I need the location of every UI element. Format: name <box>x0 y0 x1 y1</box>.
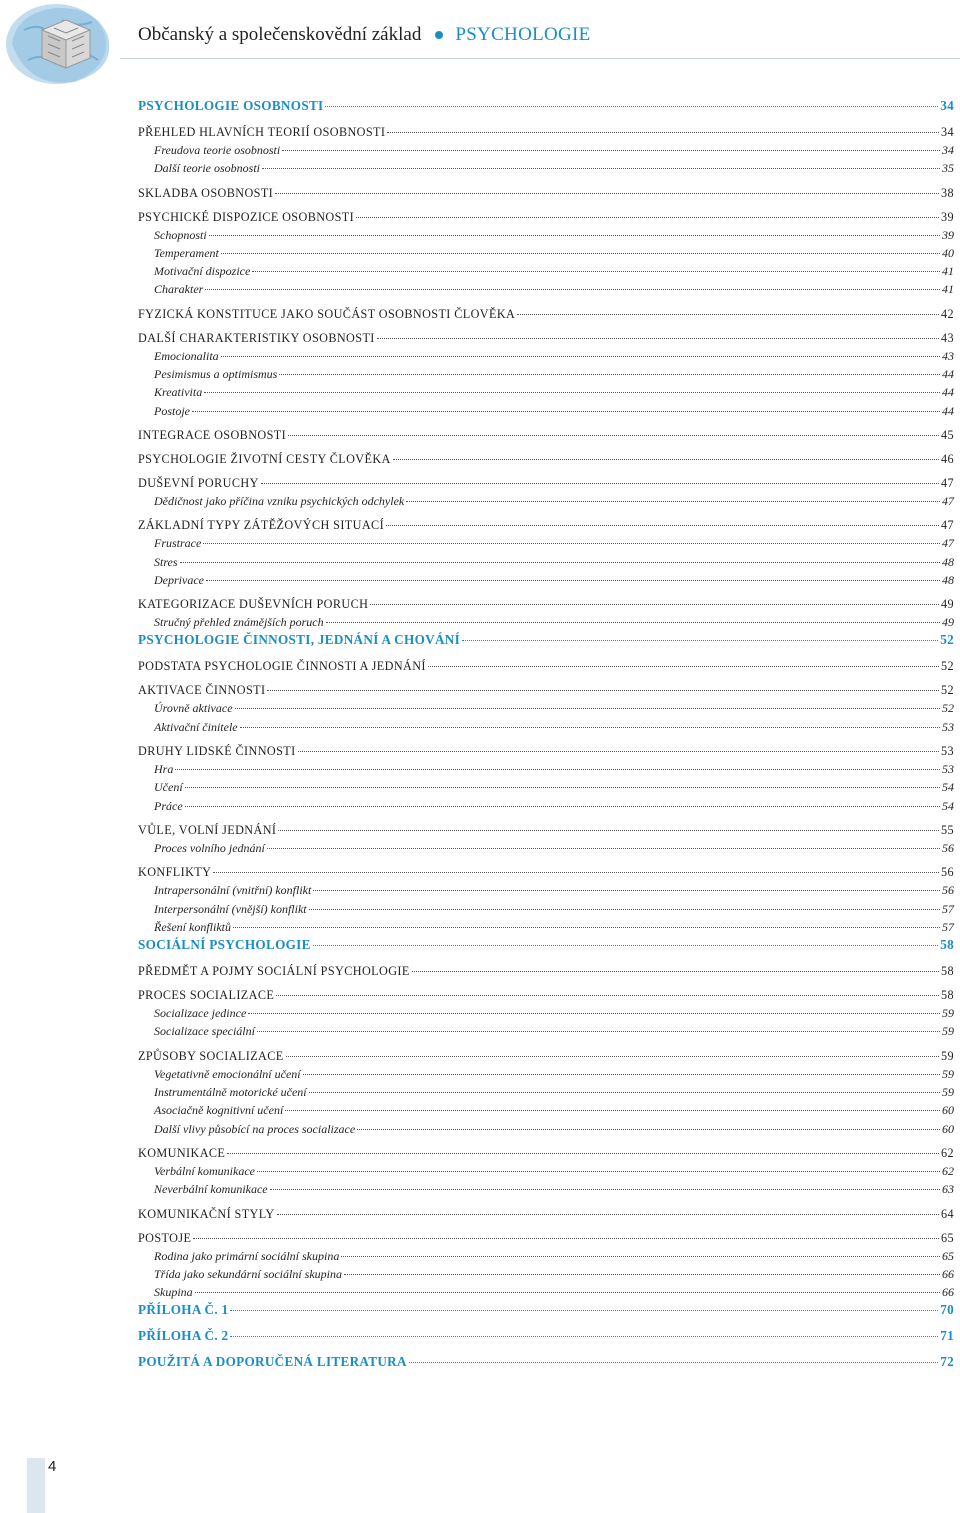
toc-leader-dots <box>286 1056 939 1057</box>
toc-leader-dots <box>309 909 940 910</box>
toc-leader-dots <box>203 543 940 544</box>
toc-leader-dots <box>277 1214 939 1215</box>
toc-entry-title: Interpersonální (vnější) konflikt <box>154 901 307 916</box>
toc-leader-dots <box>377 338 939 339</box>
toc-entry[interactable] <box>138 426 954 444</box>
toc-entry[interactable] <box>138 1327 954 1345</box>
toc-leader-dots <box>276 995 939 996</box>
toc-entry-title: PODSTATA PSYCHOLOGIE ČINNOSTI A JEDNÁNÍ <box>138 659 426 674</box>
page-number: 4 <box>48 1458 57 1475</box>
toc-entry-title: Aktivační činitele <box>154 719 238 734</box>
toc-entry-page: 39 <box>941 209 954 224</box>
toc-entry-page: 52 <box>942 701 954 716</box>
toc-entry-title: ZÁKLADNÍ TYPY ZÁTĚŽOVÝCH SITUACÍ <box>138 518 385 533</box>
toc-entry[interactable] <box>138 718 954 736</box>
toc-entry-page: 52 <box>941 659 954 674</box>
running-header <box>138 24 591 46</box>
toc-entry-title: Učení <box>154 780 183 795</box>
toc-entry-title: Deprivace <box>154 572 204 587</box>
toc-entry[interactable] <box>138 280 954 298</box>
toc-entry-title: KOMUNIKAČNÍ STYLY <box>138 1206 275 1221</box>
toc-entry-title: KATEGORIZACE DUŠEVNÍCH PORUCH <box>138 597 369 612</box>
toc-entry-title: Stres <box>154 554 178 569</box>
toc-entry-page: 62 <box>942 1163 954 1178</box>
toc-entry-title: PROCES SOCIALIZACE <box>138 988 275 1003</box>
toc-entry-title: Třída jako sekundární sociální skupina <box>154 1266 342 1281</box>
toc-entry[interactable] <box>138 516 954 534</box>
toc-entry-title: Pesimismus a optimismus <box>154 367 278 382</box>
toc-entry-title: Instrumentálně motorické učení <box>154 1085 307 1100</box>
toc-entry[interactable] <box>138 450 954 468</box>
toc-entry[interactable] <box>138 900 954 918</box>
toc-entry-page: 59 <box>942 1024 954 1039</box>
toc-leader-dots <box>298 751 939 752</box>
toc-leader-dots <box>282 150 940 151</box>
toc-entry[interactable] <box>138 1229 954 1247</box>
toc-entry[interactable] <box>138 1180 954 1198</box>
toc-entry[interactable] <box>138 1101 954 1119</box>
toc-entry-title: Neverbální komunikace <box>154 1182 268 1197</box>
toc-entry-title: VŮLE, VOLNÍ JEDNÁNÍ <box>138 822 277 837</box>
toc-leader-dots <box>261 483 939 484</box>
toc-leader-dots <box>252 271 940 272</box>
toc-leader-dots <box>192 411 940 412</box>
toc-entry[interactable] <box>138 986 954 1004</box>
toc-entry-page: 47 <box>942 536 954 551</box>
toc-entry[interactable] <box>138 962 954 980</box>
toc-entry-page: 40 <box>942 245 954 260</box>
toc-entry[interactable] <box>138 1144 954 1162</box>
toc-entry[interactable] <box>138 244 954 262</box>
toc-entry-page: 57 <box>942 901 954 916</box>
header-divider <box>120 58 960 59</box>
toc-leader-dots <box>462 640 938 641</box>
toc-entry-page: 53 <box>942 719 954 734</box>
toc-entry[interactable] <box>138 613 954 631</box>
toc-leader-dots <box>213 872 939 873</box>
toc-entry-page: 65 <box>941 1230 954 1245</box>
toc-entry-title: Práce <box>154 798 183 813</box>
toc-entry-title: Asociačně kognitivní učení <box>154 1103 284 1118</box>
toc-entry-title: PŘEDMĚT A POJMY SOCIÁLNÍ PSYCHOLOGIE <box>138 964 410 979</box>
toc-entry[interactable] <box>138 492 954 510</box>
toc-entry[interactable] <box>138 365 954 383</box>
toc-entry-page: 44 <box>942 385 954 400</box>
toc-leader-dots <box>393 459 939 460</box>
toc-entry[interactable] <box>138 699 954 717</box>
bullet-icon <box>435 31 443 39</box>
toc-entry-title: Frustrace <box>154 536 202 551</box>
toc-entry-title: Vegetativně emocionální učení <box>154 1066 301 1081</box>
toc-entry-title: Proces volního jednání <box>154 840 265 855</box>
toc-entry-page: 70 <box>940 1302 954 1318</box>
toc-entry-page: 62 <box>941 1145 954 1160</box>
toc-entry-page: 56 <box>941 865 954 880</box>
toc-leader-dots <box>248 1013 940 1014</box>
toc-entry-page: 66 <box>942 1266 954 1281</box>
toc-entry-page: 65 <box>942 1248 954 1263</box>
toc-leader-dots <box>356 217 939 218</box>
toc-entry-title: INTEGRACE OSOBNOSTI <box>138 427 287 442</box>
toc-entry[interactable] <box>138 226 954 244</box>
toc-entry[interactable] <box>138 1065 954 1083</box>
toc-entry-page: 56 <box>942 883 954 898</box>
toc-entry-title: AKTIVACE ČINNOSTI <box>138 683 266 698</box>
toc-entry-title: PSYCHICKÉ DISPOZICE OSOBNOSTI <box>138 209 355 224</box>
toc-entry-page: 34 <box>940 98 954 113</box>
toc-leader-dots <box>185 806 940 807</box>
toc-entry-title: PSYCHOLOGIE OSOBNOSTI <box>138 98 324 113</box>
toc-leader-dots <box>240 727 940 728</box>
section-title: PSYCHOLOGIE <box>455 24 591 45</box>
toc-leader-dots <box>235 708 940 709</box>
toc-entry-title: Intrapersonální (vnitřní) konflikt <box>154 883 312 898</box>
toc-leader-dots <box>204 392 940 393</box>
toc-leader-dots <box>206 580 940 581</box>
toc-leader-dots <box>221 356 940 357</box>
toc-entry-title: Rodina jako primární sociální skupina <box>154 1248 340 1263</box>
toc-entry-page: 46 <box>941 451 954 466</box>
toc-entry[interactable] <box>138 347 954 365</box>
toc-leader-dots <box>326 622 940 623</box>
toc-entry-title: Úrovně aktivace <box>154 701 233 716</box>
toc-entry-page: 63 <box>942 1182 954 1197</box>
toc-entry[interactable] <box>138 1120 954 1138</box>
toc-entry[interactable] <box>138 1047 954 1065</box>
toc-leader-dots <box>406 501 940 502</box>
toc-entry[interactable] <box>138 1022 954 1040</box>
book-title: Občanský a společenskovědní základ <box>138 24 422 45</box>
toc-leader-dots <box>278 830 939 831</box>
toc-entry[interactable] <box>138 184 954 202</box>
toc-leader-dots <box>227 1153 939 1154</box>
toc-entry-page: 35 <box>942 161 954 176</box>
toc-entry[interactable] <box>138 918 954 936</box>
toc-leader-dots <box>288 435 939 436</box>
toc-entry[interactable] <box>138 329 954 347</box>
toc-entry-title: PSYCHOLOGIE ČINNOSTI, JEDNÁNÍ A CHOVÁNÍ <box>138 632 461 648</box>
toc-entry[interactable] <box>138 1004 954 1022</box>
toc-entry-title: Další vlivy působící na proces socializace <box>154 1121 356 1136</box>
toc-entry[interactable] <box>138 402 954 420</box>
toc-entry-title: Hra <box>154 762 174 777</box>
toc-entry-title: PSYCHOLOGIE ŽIVOTNÍ CESTY ČLOVĚKA <box>138 451 391 466</box>
toc-entry-page: 72 <box>940 1354 954 1370</box>
toc-entry-title: FYZICKÁ KONSTITUCE JAKO SOUČÁST OSOBNOSTI ČLOVĚKA <box>138 306 516 321</box>
toc-entry[interactable] <box>138 383 954 401</box>
toc-entry[interactable] <box>138 1083 954 1101</box>
toc-entry-title: SOCIÁLNÍ PSYCHOLOGIE <box>138 937 311 953</box>
toc-entry-page: 58 <box>941 964 954 979</box>
toc-entry-title: PŘÍLOHA Č. 1 <box>138 1302 229 1318</box>
toc-entry-title: Skupina <box>154 1285 193 1300</box>
toc-entry-page: 41 <box>942 282 954 297</box>
toc-entry[interactable] <box>138 760 954 778</box>
toc-leader-dots <box>313 945 938 946</box>
toc-entry-title: Socializace jedince <box>154 1006 247 1021</box>
toc-leader-dots <box>279 374 940 375</box>
toc-leader-dots <box>205 289 940 290</box>
toc-entry[interactable] <box>138 742 954 760</box>
toc-entry-page: 59 <box>942 1006 954 1021</box>
toc-entry[interactable] <box>138 1301 954 1319</box>
toc-entry[interactable] <box>138 262 954 280</box>
toc-entry-page: 43 <box>941 330 954 345</box>
toc-entry-title: Socializace speciální <box>154 1024 255 1039</box>
toc-entry-title: DRUHY LIDSKÉ ČINNOSTI <box>138 744 296 759</box>
toc-entry-page: 39 <box>942 227 954 242</box>
toc-entry-page: 52 <box>941 683 954 698</box>
toc-leader-dots <box>313 890 940 891</box>
toc-entry-page: 66 <box>942 1285 954 1300</box>
toc-entry[interactable] <box>138 863 954 881</box>
toc-entry[interactable] <box>138 778 954 796</box>
toc-entry[interactable] <box>138 159 954 177</box>
toc-leader-dots <box>175 769 940 770</box>
toc-entry-title: Dědičnost jako příčina vzniku psychických odchylek <box>154 493 405 508</box>
toc-entry[interactable] <box>138 681 954 699</box>
toc-leader-dots <box>517 314 939 315</box>
toc-entry-page: 59 <box>942 1085 954 1100</box>
toc-entry-title: POUŽITÁ A DOPORUČENÁ LITERATURA <box>138 1354 407 1370</box>
toc-leader-dots <box>285 1110 940 1111</box>
toc-entry-page: 49 <box>941 597 954 612</box>
toc-entry-title: KOMUNIKACE <box>138 1145 226 1160</box>
toc-entry-title: ZPŮSOBY SOCIALIZACE <box>138 1048 284 1063</box>
toc-entry-title: Emocionalita <box>154 348 219 363</box>
toc-entry-page: 47 <box>942 493 954 508</box>
toc-entry[interactable] <box>138 474 954 492</box>
toc-entry-page: 34 <box>942 143 954 157</box>
toc-leader-dots <box>357 1129 940 1130</box>
table-of-contents <box>138 97 954 1379</box>
toc-entry[interactable] <box>138 821 954 839</box>
toc-leader-dots <box>412 971 939 972</box>
toc-entry[interactable] <box>138 571 954 589</box>
toc-leader-dots <box>344 1274 940 1275</box>
toc-leader-dots <box>409 1362 938 1363</box>
toc-entry-title: Motivační dispozice <box>154 264 251 279</box>
toc-entry-title: Další teorie osobnosti <box>154 161 261 176</box>
toc-entry-page: 57 <box>942 919 954 934</box>
toc-entry[interactable] <box>138 208 954 226</box>
toc-entry-title: PŘEHLED HLAVNÍCH TEORIÍ OSOBNOSTI <box>138 125 386 139</box>
toc-entry[interactable] <box>138 553 954 571</box>
toc-entry[interactable] <box>138 797 954 815</box>
toc-entry-page: 60 <box>942 1121 954 1136</box>
toc-entry-page: 47 <box>941 475 954 490</box>
toc-entry[interactable] <box>138 1162 954 1180</box>
toc-entry[interactable] <box>138 141 954 159</box>
toc-leader-dots <box>233 927 940 928</box>
toc-entry-page: 58 <box>940 937 954 953</box>
toc-entry-page: 54 <box>942 780 954 795</box>
toc-entry-page: 54 <box>942 798 954 813</box>
toc-entry-title: DALŠÍ CHARAKTERISTIKY OSOBNOSTI <box>138 330 375 345</box>
toc-entry-page: 59 <box>941 1048 954 1063</box>
toc-leader-dots <box>309 1092 940 1093</box>
toc-entry-title: KONFLIKTY <box>138 865 212 880</box>
toc-leader-dots <box>325 106 938 107</box>
toc-entry-page: 56 <box>942 840 954 855</box>
toc-entry-page: 48 <box>942 572 954 587</box>
toc-entry-page: 44 <box>942 403 954 418</box>
toc-entry-page: 45 <box>941 427 954 442</box>
toc-entry-page: 55 <box>941 822 954 837</box>
toc-entry-page: 43 <box>942 348 954 363</box>
toc-leader-dots <box>428 666 939 667</box>
toc-entry[interactable] <box>138 595 954 613</box>
toc-entry-page: 59 <box>942 1066 954 1081</box>
toc-entry-page: 48 <box>942 554 954 569</box>
toc-entry[interactable] <box>138 936 954 954</box>
toc-leader-dots <box>270 1189 940 1190</box>
toc-entry-page: 49 <box>942 615 954 630</box>
toc-entry-title: Postoje <box>154 403 190 418</box>
toc-entry[interactable] <box>138 534 954 552</box>
toc-entry[interactable] <box>138 881 954 899</box>
toc-leader-dots <box>257 1031 940 1032</box>
brain-cube-logo-icon <box>4 0 124 88</box>
toc-entry-title: SKLADBA OSOBNOSTI <box>138 185 274 200</box>
toc-entry[interactable] <box>138 839 954 857</box>
toc-leader-dots <box>195 1292 940 1293</box>
toc-entry-page: 34 <box>941 125 954 139</box>
toc-entry-page: 47 <box>941 518 954 533</box>
toc-entry-page: 53 <box>942 762 954 777</box>
toc-entry[interactable] <box>138 657 954 675</box>
toc-entry-title: Kreativita <box>154 385 203 400</box>
toc-entry[interactable] <box>138 1247 954 1265</box>
toc-entry[interactable] <box>138 1353 954 1371</box>
toc-entry[interactable] <box>138 631 954 649</box>
toc-leader-dots <box>370 604 939 605</box>
toc-entry[interactable] <box>138 305 954 323</box>
toc-entry-page: 52 <box>940 632 954 648</box>
toc-entry[interactable] <box>138 1265 954 1283</box>
toc-leader-dots <box>221 253 940 254</box>
toc-leader-dots <box>386 525 939 526</box>
page-number-bar <box>27 1458 45 1513</box>
toc-entry[interactable] <box>138 123 954 141</box>
toc-entry-page: 44 <box>942 367 954 382</box>
toc-leader-dots <box>267 848 940 849</box>
toc-entry-title: Schopnosti <box>154 227 207 242</box>
toc-leader-dots <box>387 132 939 133</box>
toc-leader-dots <box>303 1074 940 1075</box>
toc-entry-title: Freudova teorie osobnosti <box>154 143 281 157</box>
toc-leader-dots <box>180 562 940 563</box>
toc-leader-dots <box>341 1256 940 1257</box>
toc-entry-title: POSTOJE <box>138 1230 192 1245</box>
toc-entry-page: 38 <box>941 185 954 200</box>
toc-entry-page: 64 <box>941 1206 954 1221</box>
toc-leader-dots <box>275 193 939 194</box>
toc-entry-title: Charakter <box>154 282 204 297</box>
toc-entry-title: Řešení konfliktů <box>154 919 231 934</box>
toc-entry[interactable] <box>138 1283 954 1301</box>
toc-entry-page: 60 <box>942 1103 954 1118</box>
toc-entry-title: Temperament <box>154 245 219 260</box>
toc-entry-title: PŘÍLOHA Č. 2 <box>138 1328 229 1344</box>
toc-leader-dots <box>193 1238 939 1239</box>
toc-entry-page: 53 <box>941 744 954 759</box>
toc-entry-title: DUŠEVNÍ PORUCHY <box>138 475 259 490</box>
toc-leader-dots <box>230 1336 938 1337</box>
toc-entry-page: 58 <box>941 988 954 1003</box>
toc-leader-dots <box>257 1171 940 1172</box>
toc-leader-dots <box>262 168 940 169</box>
toc-leader-dots <box>230 1310 938 1311</box>
toc-entry-title: Verbální komunikace <box>154 1163 255 1178</box>
toc-entry[interactable] <box>138 97 954 115</box>
toc-entry-title: Stručný přehled známějších poruch <box>154 615 324 630</box>
toc-entry-page: 42 <box>941 306 954 321</box>
toc-entry-page: 71 <box>940 1328 954 1344</box>
toc-leader-dots <box>267 690 939 691</box>
toc-leader-dots <box>209 235 940 236</box>
toc-entry[interactable] <box>138 1205 954 1223</box>
toc-leader-dots <box>185 787 940 788</box>
toc-entry-page: 41 <box>942 264 954 279</box>
